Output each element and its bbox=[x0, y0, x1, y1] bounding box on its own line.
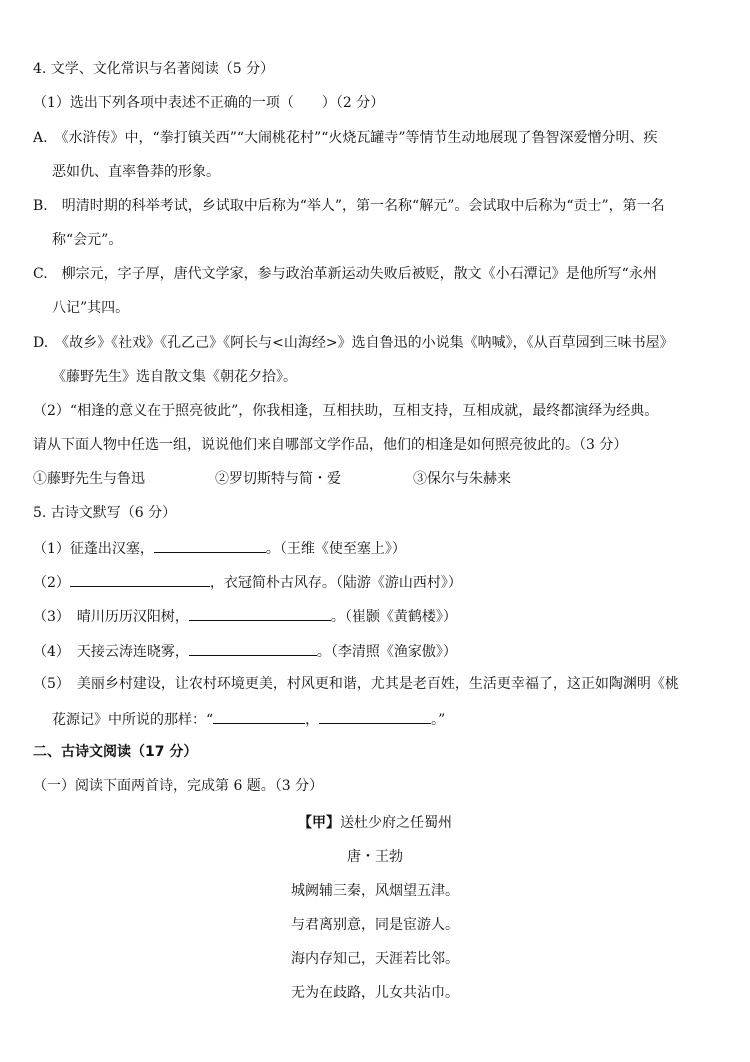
poem-line-4: 无为在歧路，儿女共沾巾。 bbox=[291, 985, 459, 1001]
poem-title: 【甲】送杜少府之任蜀州 bbox=[298, 815, 452, 831]
answer-blank[interactable] bbox=[70, 571, 210, 587]
option-a-line2: 恶如仇、直率鲁莽的形象。 bbox=[52, 164, 220, 180]
choice-2: ②罗切斯特与简・爱 bbox=[215, 471, 341, 487]
answer-blank[interactable] bbox=[189, 640, 317, 656]
option-d-line1: D. 《故乡》《社戏》《孔乙己》《阿长与<山海经>》选自鲁迅的小说集《呐喊》，《从百草园到三味书屋》 bbox=[33, 335, 674, 351]
q4-part2-line2: 请从下面人物中任选一组，说说他们来自哪部文学作品，他们的相逢是如何照亮彼此的。（3 分） bbox=[33, 437, 628, 453]
q5-line1: （1）征蓬出汉塞， 。（王维《使至塞上》） bbox=[33, 537, 720, 559]
q5-heading: 5. 古诗文默写（6 分） bbox=[33, 505, 177, 521]
option-b-line2: 称“会元”。 bbox=[52, 232, 123, 248]
choice-1: ①藤野先生与鲁迅 bbox=[33, 471, 145, 487]
answer-blank[interactable] bbox=[213, 708, 305, 724]
q5-line3: （3） 晴川历历汉阳树， 。（崔颢《黄鹤楼》） bbox=[33, 605, 720, 627]
option-c-line1: C. 柳宗元，字子厚，唐代文学家，参与政治革新运动失败后被贬，散文《小石潭记》是他所写“永州 bbox=[33, 266, 657, 282]
answer-blank[interactable] bbox=[189, 605, 331, 621]
option-d-line2: 《藤野先生》选自散文集《朝花夕拾》。 bbox=[52, 369, 297, 385]
option-b-line1: B. 明清时期的科举考试，乡试取中后称为“举人”，第一名称“解元”。会试取中后称为“贡士”，第一名 bbox=[33, 198, 665, 214]
q5-line5-part2: 花源记》中所说的那样：“ ， 。” bbox=[52, 708, 720, 730]
q4-heading: 4. 文学、文化常识与名著阅读（5 分） bbox=[33, 61, 275, 77]
section2-intro: （一）阅读下面两首诗，完成第 6 题。（3 分） bbox=[33, 778, 324, 794]
poem-tag: 【甲】 bbox=[298, 815, 340, 831]
choice-3: ③保尔与朱赫来 bbox=[413, 471, 511, 487]
section2-heading: 二、古诗文阅读（17 分） bbox=[33, 744, 198, 760]
option-c-line2: 八记”其四。 bbox=[52, 300, 130, 316]
answer-blank[interactable] bbox=[319, 708, 431, 724]
q5-line2: （2） ，衣冠简朴古风存。（陆游《游山西村》） bbox=[33, 571, 720, 593]
poem-line-1: 城阙辅三秦，风烟望五津。 bbox=[291, 883, 459, 899]
poem-line-2: 与君离别意，同是宦游人。 bbox=[291, 917, 459, 933]
poem-author: 唐・王勃 bbox=[347, 849, 403, 865]
q4-part2-line1: （2）“相逢的意义在于照亮彼此”，你我相逢，互相扶助，互相支持，互相成就，最终都演绎为经典。 bbox=[33, 403, 659, 419]
option-a-line1: A. 《水浒传》中，“拳打镇关西”“大闹桃花村”“火烧瓦罐寺”等情节生动地展现了鲁智深爱憎分明、疾 bbox=[33, 130, 658, 146]
q5-line5-part1: （5） 美丽乡村建设，让农村环境更美，村风更和谐，尤其是老百姓，生活更幸福了，这正如陶渊明《桃 bbox=[33, 676, 679, 692]
q4-part1: （1）选出下列各项中表述不正确的一项（ ）（2 分） bbox=[33, 95, 385, 111]
q5-line4: （4） 天接云涛连晓雾， 。（李清照《渔家傲》） bbox=[33, 640, 720, 662]
poem-line-3: 海内存知己，天涯若比邻。 bbox=[291, 951, 459, 967]
character-choices bbox=[33, 469, 720, 489]
answer-blank[interactable] bbox=[154, 537, 266, 553]
